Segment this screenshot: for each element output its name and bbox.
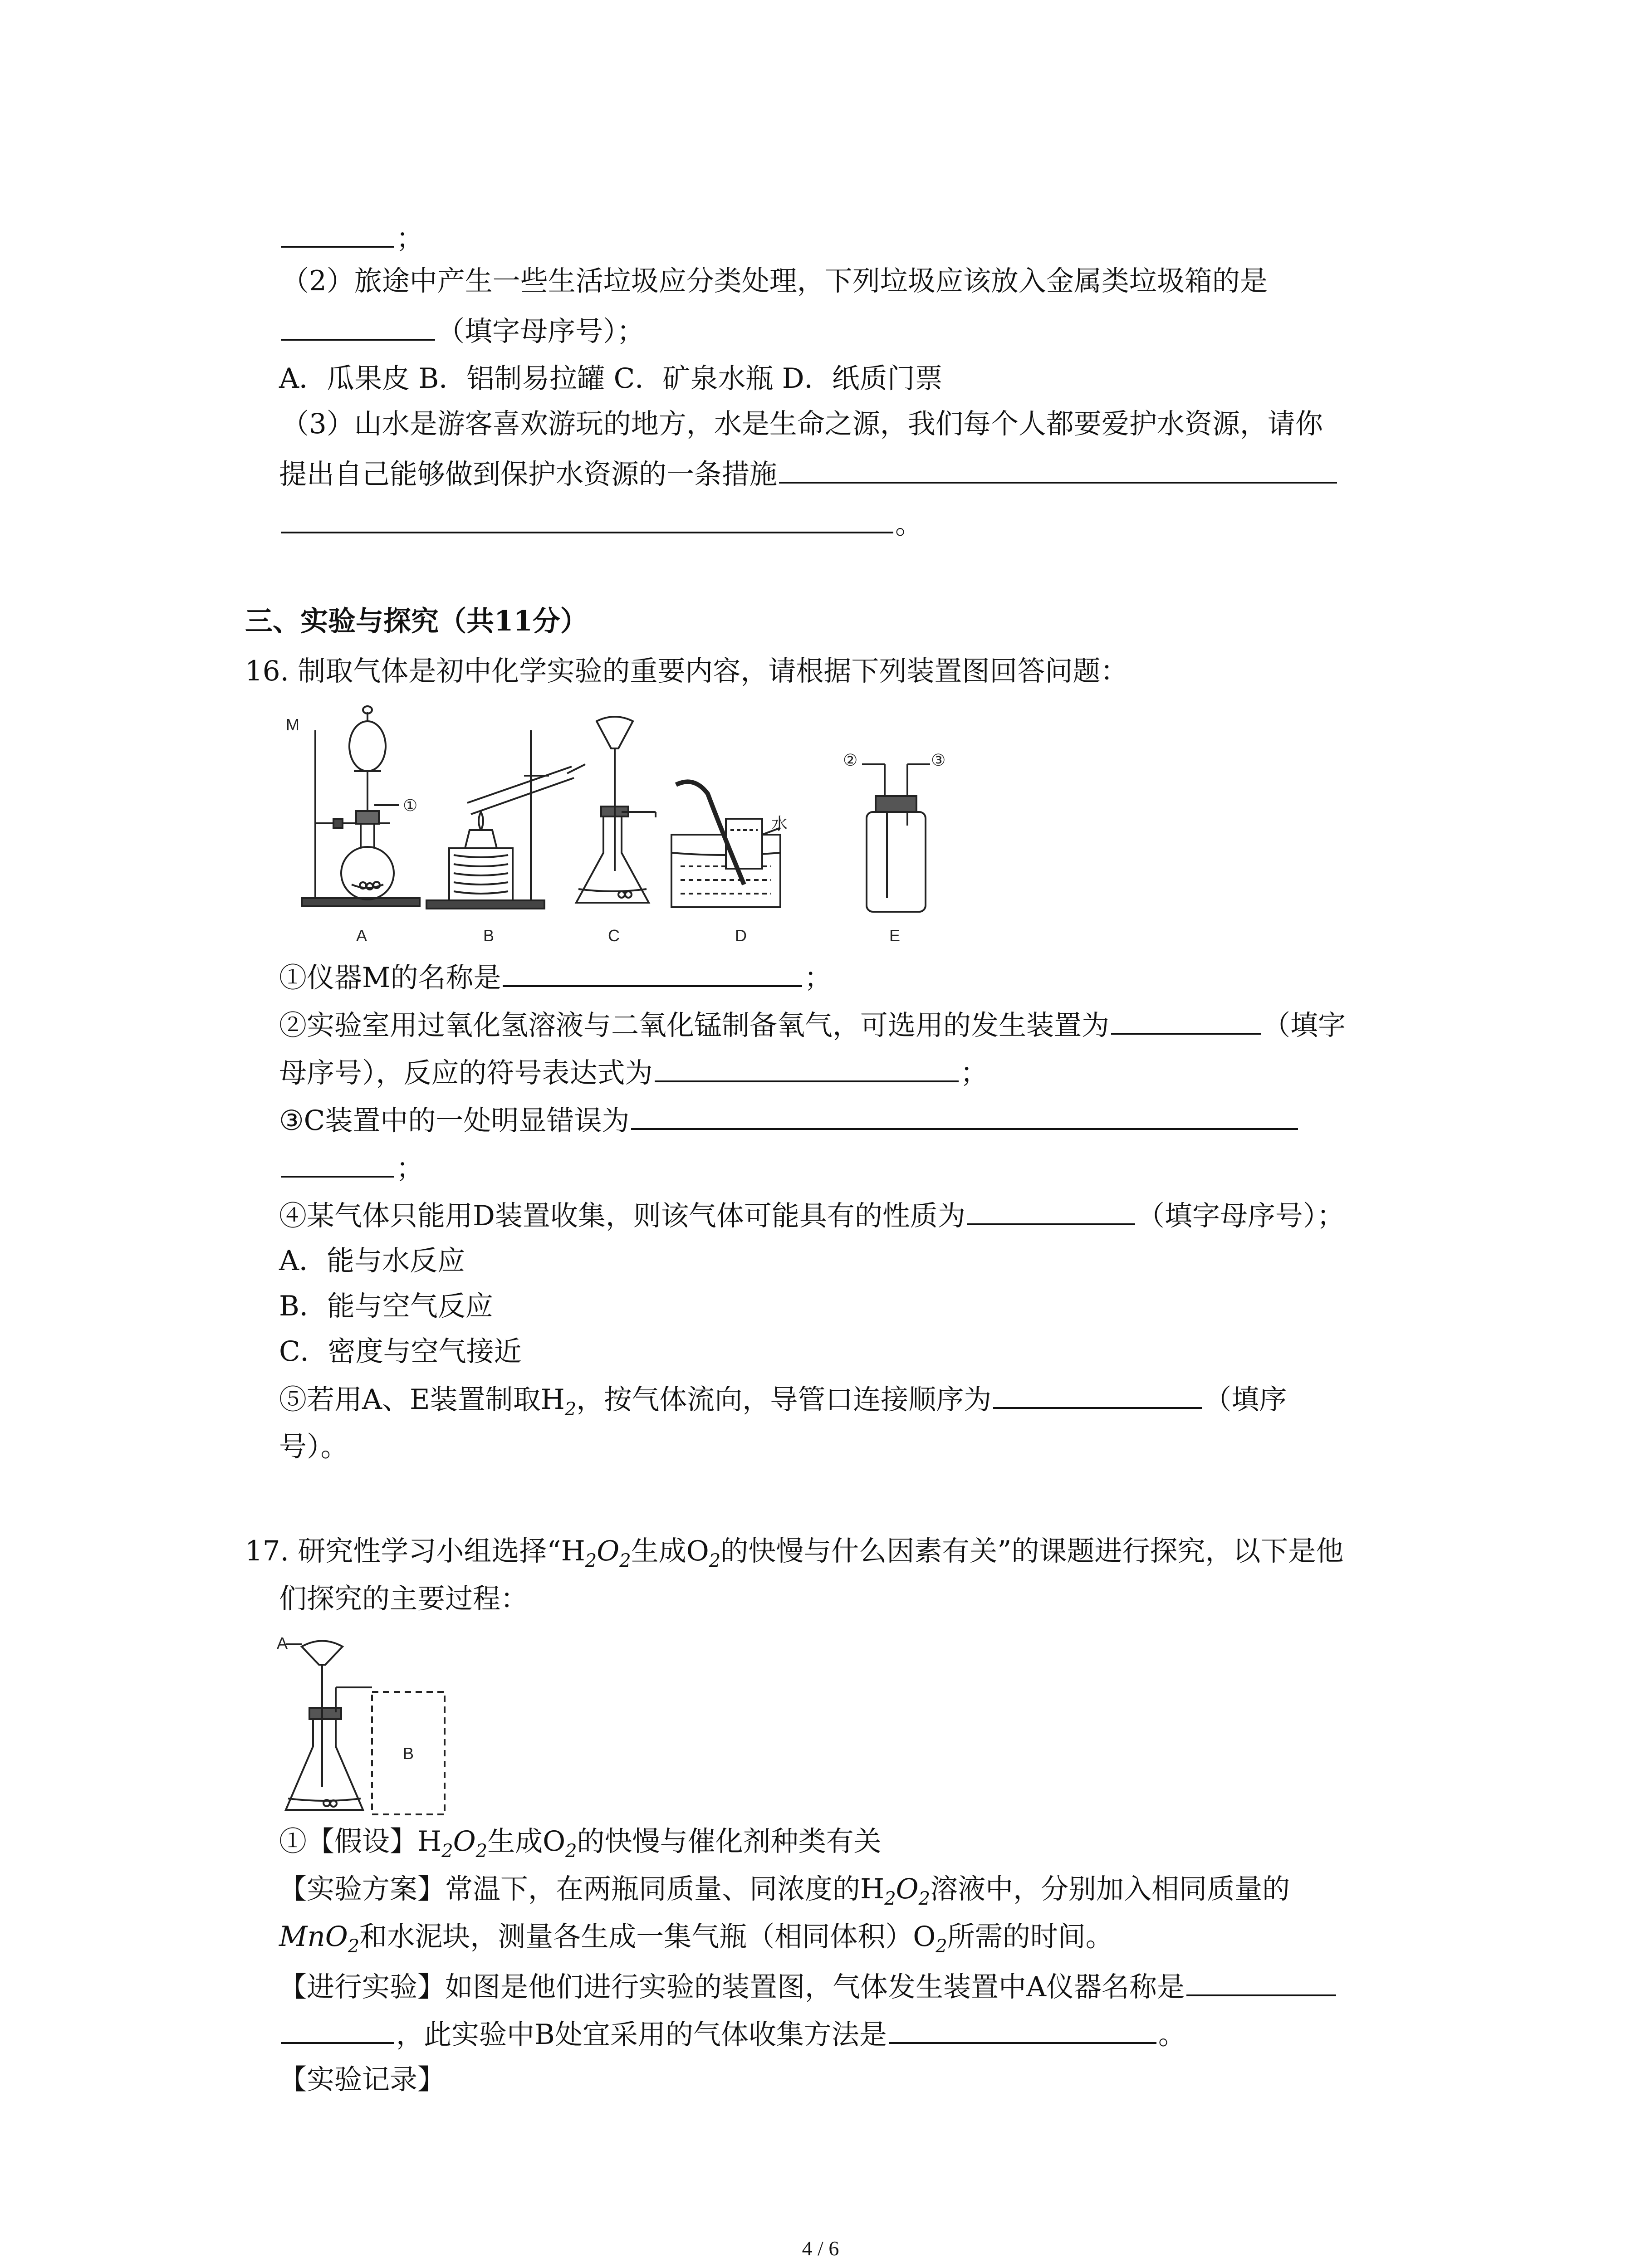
figure-label-a: A [277, 1634, 288, 1652]
section-title: 三、实验与探究（共11分） [245, 605, 588, 637]
answer-blank[interactable] [631, 1100, 1298, 1130]
page-number: 4 / 6 [802, 2237, 839, 2260]
answer-blank[interactable] [281, 1148, 394, 1178]
figure-label-b: B [403, 1744, 414, 1763]
q15-p2-line2: （填字母序号）； [279, 311, 645, 352]
q16-s4: ④某气体只能用D装置收集，则该气体可能具有的性质为 （填字母序号）； [279, 1195, 1344, 1237]
q16-s2-line2: 母序号），反应的符号表达式为 ； [279, 1052, 988, 1094]
q17-apparatus-figure [277, 1633, 458, 1819]
answer-blank[interactable] [1186, 1966, 1336, 1996]
q17-stem-line1: 17. 研究性学习小组选择“$H_2O_2$生成$O_2$的快慢与什么因素有关”的课题进行探究，以下是他 [245, 1535, 1344, 1571]
answer-blank[interactable] [779, 454, 1337, 484]
q15-p3-line2: 提出自己能够做到保护水资源的一条措施 [279, 454, 1339, 495]
answer-blank[interactable] [1111, 1005, 1261, 1035]
q17-plan-line2: MnO$_2$和水泥块，测量各生成一集气瓶（相同体积）$O_2$所需的时间。 [279, 1921, 1113, 1957]
answer-blank[interactable] [281, 2014, 394, 2044]
q15-cont-line: ； [279, 218, 424, 259]
q17-exp-line1: 【进行实验】如图是他们进行实验的装置图，气体发生装置中A仪器名称是 [279, 1966, 1338, 2008]
figure-label-water: 水 [771, 814, 788, 833]
q16-s2-line1: ②实验室用过氧化氢溶液与二氧化锰制备氧气，可选用的发生装置为 （填字 [279, 1005, 1346, 1046]
figure-label-m: M [286, 715, 299, 734]
q16-option-c: C．密度与空气接近 [279, 1335, 522, 1368]
figure-label-b: B [483, 926, 495, 945]
q16-s5-line2: 号）。 [279, 1431, 348, 1463]
q16-s1: ①仪器M的名称是 ； [279, 957, 832, 998]
figure-label-port2: ② [843, 751, 858, 769]
apparatus-figure [277, 699, 971, 953]
q17-plan-line1: 【实验方案】常温下，在两瓶同质量、同浓度的$H_2O_2$溶液中，分别加入相同质量的 [279, 1873, 1290, 1909]
q15-p3-line3: 。 [279, 503, 923, 545]
q15-p2-options: A．瓜果皮 B．铝制易拉罐 C．矿泉水瓶 D．纸质门票 [279, 362, 943, 395]
figure-label-port3: ③ [931, 751, 946, 769]
answer-blank[interactable] [281, 311, 435, 341]
answer-blank[interactable] [503, 957, 802, 987]
q17-stem-line2: 们探究的主要过程： [279, 1583, 529, 1615]
q16-option-a: A．能与水反应 [279, 1245, 465, 1277]
answer-blank[interactable] [655, 1052, 959, 1082]
q15-p3-line1: （3）山水是游客喜欢游玩的地方，水是生命之源，我们每个人都要爱护水资源，请你 [281, 408, 1323, 440]
q16-s3-line1: ③C装置中的一处明显错误为 [279, 1100, 1300, 1141]
q16-s3-line2: ； [279, 1148, 424, 1189]
answer-blank[interactable] [889, 2014, 1156, 2044]
q15-p2-line1: （2）旅途中产生一些生活垃圾应分类处理，下列垃圾应该放入金属类垃圾箱的是 [281, 265, 1268, 297]
figure-label-port1: ① [403, 796, 418, 815]
answer-blank[interactable] [967, 1195, 1135, 1225]
q16-option-b: B．能与空气反应 [279, 1290, 493, 1322]
answer-blank[interactable] [993, 1379, 1202, 1409]
figure-label-d: D [735, 926, 747, 945]
q16-stem: 16. 制取气体是初中化学实验的重要内容，请根据下列装置图回答问题： [245, 655, 1128, 687]
answer-blank[interactable] [281, 218, 394, 248]
q16-s5-line1: ⑤若用A、E装置制取$H_2$，按气体流向，导管口连接顺序为 （填序 [279, 1379, 1287, 1430]
figure-label-c: C [608, 926, 620, 945]
q17-exp-line2: ，此实验中B处宜采用的气体收集方法是 。 [279, 2014, 1186, 2055]
answer-blank[interactable] [281, 503, 893, 533]
figure-label-a: A [356, 926, 367, 945]
q17-hypothesis: ①【假设】$H_2O_2$生成$O_2$的快慢与催化剂种类有关 [279, 1825, 882, 1862]
figure-label-e: E [889, 926, 901, 945]
q17-record-heading: 【实验记录】 [279, 2063, 446, 2096]
